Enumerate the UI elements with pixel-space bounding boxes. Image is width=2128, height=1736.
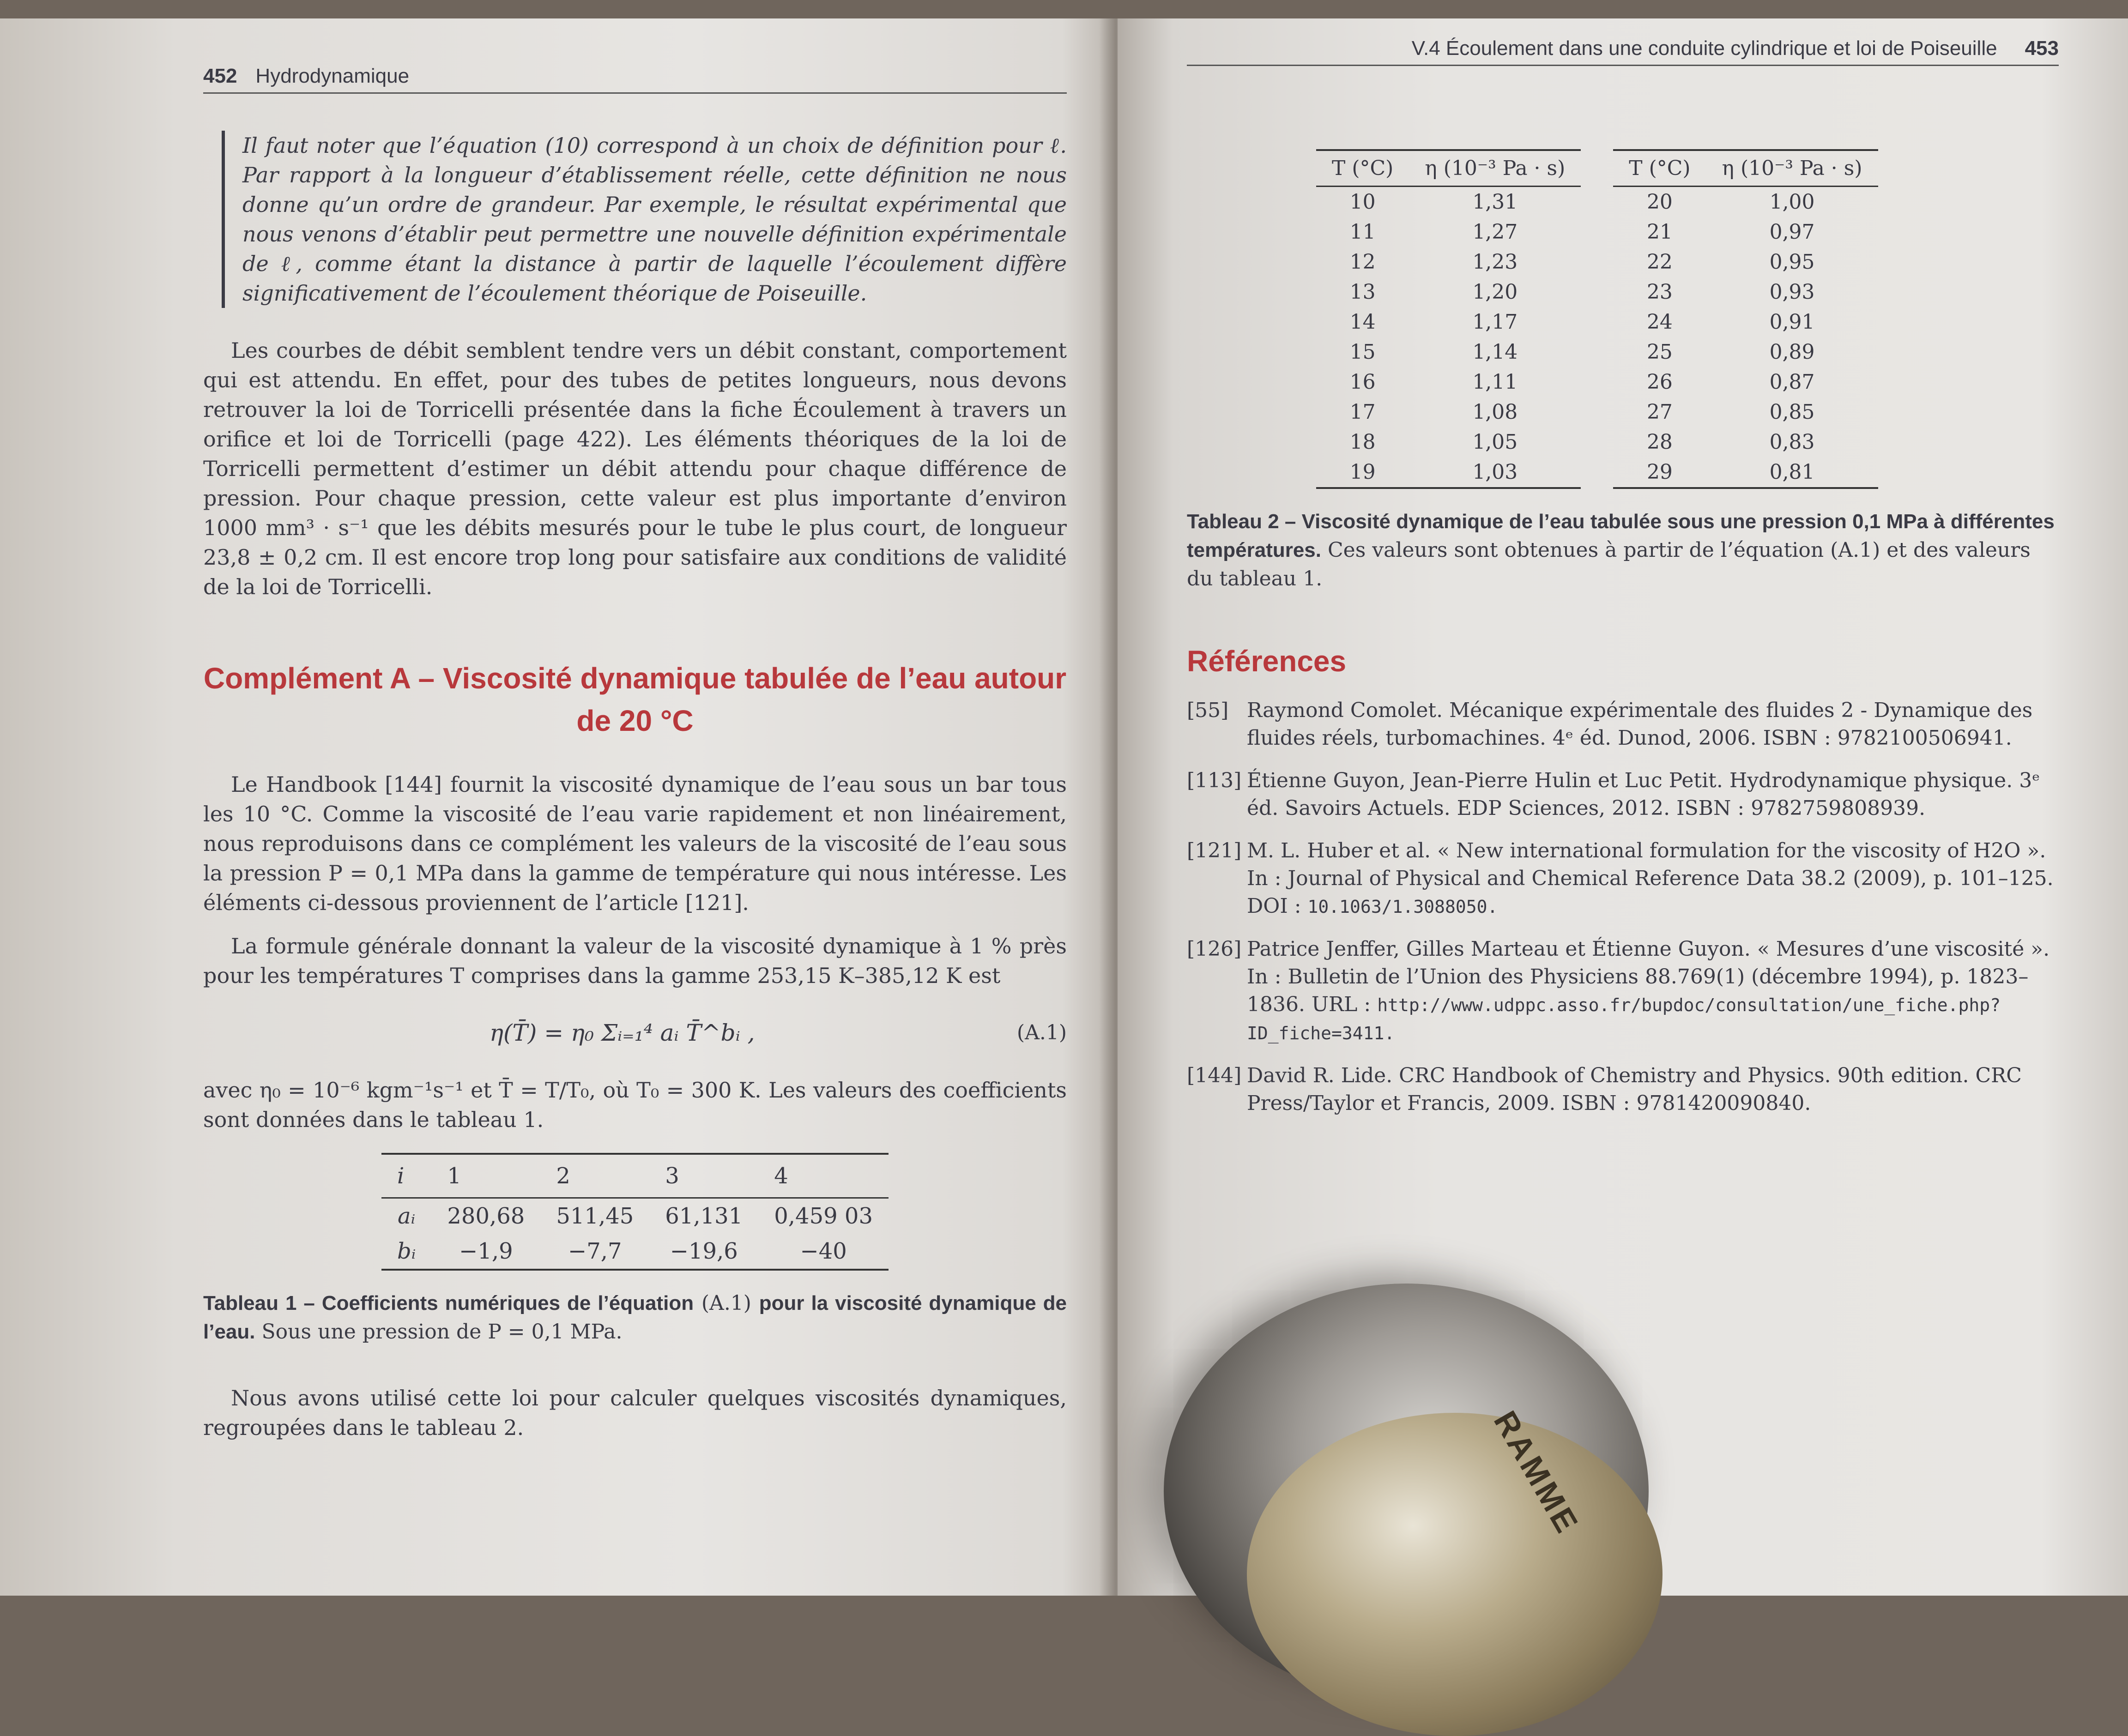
table2-header-cell: η (10⁻³ Pa · s)	[1409, 150, 1581, 187]
table2-cell: 18	[1349, 430, 1376, 454]
table1-header-row	[381, 1154, 889, 1198]
reference-key: [144]	[1187, 1064, 1242, 1087]
table1-caption-label: Tableau 1 – Coefficients numériques de l’équation	[203, 1292, 694, 1314]
table1-cell: 511,45	[556, 1203, 634, 1229]
table-row	[1613, 187, 1878, 217]
list-item	[1187, 935, 2059, 1047]
margin-note: Il faut noter que l’équation (10) correspond à un choix de définition pour ℓ. Par rapport à la longueur d’établissement réelle, cette définition ne nous donne qu’un ordre de grandeur. Par exemple, le résultat expérimental que nous venons d’établir peut permettre une nouvelle définition expérimentale de ℓ, comme étant la distance à partir de laquelle l’écoulement diffère significativement de l’écoulement théorique de Poiseuille.	[222, 131, 1067, 308]
reference-key: [113]	[1187, 769, 1242, 792]
table1-header-cell: 4	[758, 1154, 889, 1198]
section-heading-complement-a: Complément A – Viscosité dynamique tabulée de l’eau autour de 20 °C	[203, 662, 1067, 737]
table1-caption-ref: (A.1)	[701, 1291, 751, 1315]
table2-cell: 1,05	[1472, 430, 1518, 454]
list-item	[1187, 1062, 2059, 1117]
reference-body: M. L. Huber et al. « New international formulation for the viscosity of H2O ». In : Journal of Physical and Chemical Reference Data 38.2 (2009), p. 101–125. DOI :	[1247, 839, 2054, 918]
table2-cell: 22	[1646, 250, 1673, 274]
reference-text	[1247, 935, 2059, 1047]
table1-row-a	[381, 1198, 889, 1234]
table-row	[1613, 307, 1878, 337]
table-row	[1613, 247, 1878, 277]
table1-row-b	[381, 1234, 889, 1270]
table-row	[1316, 217, 1581, 247]
table2-cell: 1,00	[1769, 190, 1815, 214]
list-item	[1187, 837, 2059, 921]
table2-cell: 14	[1349, 310, 1376, 334]
reference-body: Raymond Comolet. Mécanique expérimentale des fluides 2 - Dynamique des fluides réels, turbomachines. 4ᵉ éd. Dunod, 2006. ISBN : 9782100506941.	[1247, 699, 2033, 750]
table2-cell: 15	[1349, 340, 1376, 364]
table-row	[1613, 397, 1878, 427]
table2-caption	[1187, 507, 2059, 593]
table2-cell: 23	[1646, 280, 1673, 304]
table2-caption-text: Ces valeurs sont obtenues à partir de l’équation (A.1) et des valeurs du tableau 1.	[1187, 538, 2031, 591]
table1-caption	[203, 1289, 1067, 1346]
table-row	[1316, 247, 1581, 277]
table2-cell: 28	[1646, 430, 1673, 454]
table2-cell: 25	[1646, 340, 1673, 364]
table2-cell: 24	[1646, 310, 1673, 334]
table1-cell: 280,68	[447, 1203, 525, 1229]
table2-header-cell: T (°C)	[1613, 150, 1706, 187]
equation-body: η(T̄) = η₀ Σᵢ₌₁⁴ aᵢ T̄^bᵢ ,	[490, 1019, 755, 1046]
references-list	[1187, 697, 2059, 1117]
table-row	[1613, 427, 1878, 457]
right-running-title: V.4 Écoulement dans une conduite cylindrique et loi de Poiseuille	[1411, 37, 1997, 60]
reference-text	[1247, 1062, 2059, 1117]
reference-key: [126]	[1187, 937, 1242, 961]
table2-cell: 29	[1646, 460, 1673, 484]
table1-header-cell: 1	[431, 1154, 540, 1198]
table2-cell: 0,85	[1769, 400, 1815, 424]
table2-cell: 10	[1349, 190, 1376, 214]
table1-header-cell: 2	[540, 1154, 649, 1198]
table2-header-cell: η (10⁻³ Pa · s)	[1706, 150, 1878, 187]
table-coefficients	[381, 1153, 889, 1271]
equation-a1	[203, 1018, 1067, 1048]
reference-key: [55]	[1187, 699, 1229, 722]
table2-header-row	[1613, 150, 1878, 187]
table-row	[1316, 457, 1581, 488]
left-column	[203, 131, 1067, 1442]
table2-right	[1613, 149, 1878, 489]
table2-cell: 20	[1646, 190, 1673, 214]
table2-cell: 27	[1646, 400, 1673, 424]
table2-cell: 0,87	[1769, 370, 1815, 394]
table-row	[1613, 277, 1878, 307]
paragraph-formula-intro: La formule générale donnant la valeur de la viscosité dynamique à 1 % près pour les températures T comprises dans la gamme 253,15 K–385,12 K est	[203, 934, 1067, 988]
table2-left	[1316, 149, 1581, 489]
reference-url: http://www.udppc.asso.fr/bupdoc/consultation/une_fiche.php?ID_fiche=3411.	[1247, 995, 2001, 1043]
paragraph-handbook: Le Handbook [144] fournit la viscosité dynamique de l’eau sous un bar tous les 10 °C. Comme la viscosité de l’eau varie rapidement et non linéairement, nous reproduisons dans ce complément les valeurs de la viscosité de l’eau sous la pression P = 0,1 MPa dans la gamme de température qui nous intéresse. Les éléments ci-dessous proviennent de l’article [121].	[203, 772, 1067, 915]
left-running-title: Hydrodynamique	[255, 65, 410, 87]
table2-cell: 1,03	[1472, 460, 1518, 484]
table1-cell: 61,131	[665, 1203, 743, 1229]
reference-body: Patrice Jenffer, Gilles Marteau et Étienne Guyon. « Mesures d’une viscosité ». In : Bulletin de l’Union des Physiciens 88.769(1) (décembre 1994), p. 1823–1836. URL :	[1247, 937, 2050, 1016]
list-item	[1187, 767, 2059, 822]
table1-header-cell: 3	[649, 1154, 758, 1198]
table1-caption-bold: pour la viscosité dynamique de l’eau.	[203, 1292, 1067, 1343]
table2-cell: 0,91	[1769, 310, 1815, 334]
paragraph-final: Nous avons utilisé cette loi pour calculer quelques viscosités dynamiques, regroupées dans le tableau 2.	[203, 1386, 1067, 1440]
table2-cell: 1,08	[1472, 400, 1518, 424]
table-row	[1316, 187, 1581, 217]
reference-text	[1247, 697, 2059, 752]
table2-cell: 0,97	[1769, 220, 1815, 244]
table1-cell: bᵢ	[397, 1238, 416, 1264]
reference-text	[1247, 837, 2059, 921]
table2-cell: 1,31	[1472, 190, 1518, 214]
table2-cell: 1,27	[1472, 220, 1518, 244]
table2-cell: 0,95	[1769, 250, 1815, 274]
table-row	[1613, 337, 1878, 367]
table-row	[1316, 277, 1581, 307]
metal-weight-cap	[1247, 1413, 1662, 1736]
table1-caption-text: Sous une pression de P = 0,1 MPa.	[261, 1320, 623, 1344]
table2-cell: 19	[1349, 460, 1376, 484]
paragraph-torricelli: Les courbes de débit semblent tendre vers un débit constant, comportement qui est attendu. En effet, pour des tubes de petites longueurs, nous devons retrouver la loi de Torricelli présentée dans la fiche Écoulement à travers un orifice et loi de Torricelli (page 422). Les éléments théoriques de la loi de Torricelli permettent d’estimer un débit attendu pour chaque différence de pression. Pour chaque pression, cette valeur est plus importante d’environ 1000 mm³ · s⁻¹ que les débits mesurés pour le tube le plus court, de longueur 23,8 ± 0,2 cm. Il est encore trop long pour satisfaire aux conditions de validité de la loi de Torricelli.	[203, 338, 1067, 599]
reference-text	[1247, 767, 2059, 822]
table2-caption-label: Tableau 2 – Viscosité dynamique de l’eau tabulée sous une pression 0,1 MPa à différentes températures.	[1187, 510, 2055, 561]
table2-cell: 11	[1349, 220, 1376, 244]
table-row	[1316, 397, 1581, 427]
table2-wrap	[1316, 149, 2059, 489]
left-page	[0, 18, 1118, 1596]
table1-cell: aᵢ	[398, 1203, 416, 1229]
table2-cell: 12	[1349, 250, 1376, 274]
table2-cell: 21	[1646, 220, 1673, 244]
table2-cell: 0,93	[1769, 280, 1815, 304]
table2-cell: 1,17	[1472, 310, 1518, 334]
table1-cell: −19,6	[670, 1238, 738, 1264]
table2-cell: 1,23	[1472, 250, 1518, 274]
weight-engraving: RAMME	[1487, 1405, 1586, 1541]
table2-cell: 16	[1349, 370, 1376, 394]
table2-cell: 17	[1349, 400, 1376, 424]
table2-cell: 13	[1349, 280, 1376, 304]
right-running-head	[1187, 37, 2059, 66]
right-page-number: 453	[2025, 37, 2059, 60]
table-row	[1613, 217, 1878, 247]
table-row	[1316, 307, 1581, 337]
reference-body: Étienne Guyon, Jean-Pierre Hulin et Luc Petit. Hydrodynamique physique. 3ᵉ éd. Savoirs Actuels. EDP Sciences, 2012. ISBN : 9782759808939.	[1247, 769, 2040, 820]
reference-key: [121]	[1187, 839, 1242, 862]
table1-cell: 0,459 03	[774, 1203, 873, 1229]
paragraph-constants: avec η₀ = 10⁻⁶ kgm⁻¹s⁻¹ et T̄ = T/T₀, où T₀ = 300 K. Les valeurs des coefficients sont données dans le tableau 1.	[203, 1078, 1067, 1132]
table-row	[1613, 457, 1878, 488]
reference-doi: 10.1063/1.3088050.	[1307, 897, 1498, 917]
equation-number: (A.1)	[1016, 1021, 1067, 1044]
table1-cell: −40	[800, 1238, 847, 1264]
table2-cell: 1,14	[1472, 340, 1518, 364]
list-item	[1187, 697, 2059, 752]
references-heading: Références	[1187, 645, 1347, 678]
table2-cell: 0,89	[1769, 340, 1815, 364]
table2-header-cell: T (°C)	[1316, 150, 1409, 187]
left-page-number: 452	[203, 65, 237, 87]
table1-header-cell: i	[381, 1154, 431, 1198]
table2-cell: 1,20	[1472, 280, 1518, 304]
table1-cell: −1,9	[459, 1238, 513, 1264]
table-row	[1316, 427, 1581, 457]
table2-cell: 26	[1646, 370, 1673, 394]
table1-cell: −7,7	[568, 1238, 622, 1264]
table-row	[1316, 337, 1581, 367]
table-row	[1613, 367, 1878, 397]
table-row	[1316, 367, 1581, 397]
table2-cell: 0,81	[1769, 460, 1815, 484]
table2-header-row	[1316, 150, 1581, 187]
left-running-head	[203, 65, 1067, 94]
table2-cell: 0,83	[1769, 430, 1815, 454]
table2-cell: 1,11	[1472, 370, 1518, 394]
reference-body: David R. Lide. CRC Handbook of Chemistry and Physics. 90th edition. CRC Press/Taylor et Francis, 2009. ISBN : 9781420090840.	[1247, 1064, 2022, 1115]
